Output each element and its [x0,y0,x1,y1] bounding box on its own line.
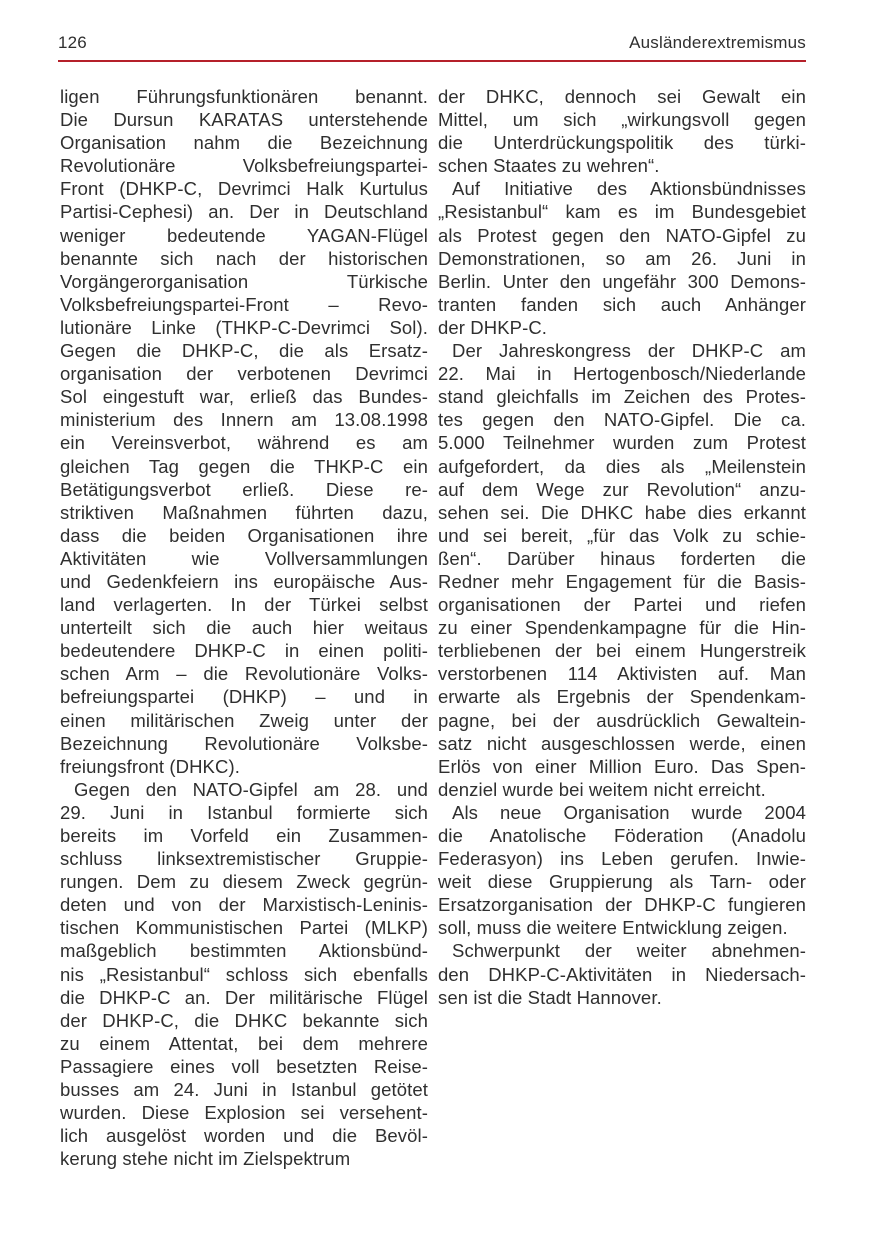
text-line: als Protest gegen den NATO-Gipfel zu [438,224,806,246]
paragraph [60,778,428,1171]
paragraph [438,939,806,1008]
text-line: ein Vereinsverbot, während es am [60,432,428,454]
text-line: den DHKP-C-Aktivitäten in Niedersach- [438,963,806,985]
text-line: rungen. Dem zu diesem Zweck gegrün- [60,871,428,893]
text-line: striktiven Maßnahmen führten dazu, [60,501,428,523]
text-line: kerung stehe nicht im Zielspektrum [60,1148,351,1170]
text-line: Gegen die DHKP-C, die als Ersatz- [60,340,428,362]
text-line: wurden. Diese Explosion sei versehent- [60,1102,428,1124]
text-line: 29. Juni in Istanbul formierte sich [60,801,428,823]
text-line: Front (DHKP-C, Devrimci Halk Kurtulus [60,178,428,200]
text-line: Schwerpunkt der weiter abnehmen- [452,940,806,962]
text-line: und Gedenkfeiern ins europäische Aus- [60,570,428,592]
text-line: ßen“. Darüber hinaus forderten die [438,547,806,569]
text-line: stand gleichfalls im Zeichen des Protes- [438,386,806,408]
text-line: terbliebenen der bei einem Hungerstreik [438,640,806,662]
text-line: maßgeblich bestimmten Aktionsbünd- [60,940,428,962]
text-line: Passagiere eines voll besetzten Reise- [60,1055,428,1077]
text-line: dass die beiden Organisationen ihre [60,524,428,546]
text-line: Bezeichnung Revolutionäre Volksbe- [60,732,428,754]
text-line: bereits im Vorfeld ein Zusammen- [60,825,428,846]
text-line: Die Dursun KARATAS unterstehende [60,109,428,131]
text-line: bedeutendere DHKP-C in einen politi- [60,640,428,662]
text-line: satz nicht ausgeschlossen werde, einen [438,732,806,754]
text-line: gleichen Tag gegen die THKP-C ein [60,455,428,477]
paragraph [438,85,806,177]
text-line: Sol eingestuft war, erließ das Bundes- [60,386,428,408]
paragraph [60,85,428,778]
text-line: Volksbefreiungspartei-Front – Revo- [60,293,428,315]
text-line: und sei bereit, „für das Volk zu schie- [438,524,806,546]
text-line: Erlös von einer Million Euro. Das Spen- [438,755,806,777]
text-line: verstorbenen 114 Aktivisten auf. Man [438,663,806,685]
paragraph [438,177,806,339]
text-line: Betätigungsverbot erließ. Diese re- [60,478,428,500]
text-line: weit diese Gruppierung als Tarn- oder [438,871,806,893]
text-line: tes gegen den NATO-Gipfel. Die ca. [438,409,806,431]
text-line: der DHKP-C, die DHKC bekannte sich [60,1009,428,1031]
text-line: die Anatolische Föderation (Anadolu [438,825,806,846]
text-line: sehen sei. Die DHKC habe dies erkannt [438,501,806,523]
header-rule [58,60,806,62]
text-line: nis „Resistanbul“ schloss sich ebenfalls [60,963,428,985]
text-line: die DHKP-C an. Der militärische Flügel [60,986,428,1008]
text-line: denziel wurde bei weitem nicht erreicht. [438,778,766,800]
text-line: freiungsfront (DHKC). [60,755,240,777]
text-line: der DHKC, dennoch sei Gewalt ein [438,86,806,107]
text-line: organisationen der Partei und riefen [438,594,806,616]
text-line: ligen Führungsfunktionären benannt. [60,86,428,107]
text-line: Demonstrationen, so am 26. Juni in [438,247,806,269]
text-line: unterteilt sich die auch hier weitaus [60,617,428,639]
text-line: auf dem Wege zur Revolution“ anzu- [438,478,806,500]
text-line: die Unterdrückungspolitik des türki- [438,132,806,154]
text-line: weniger bedeutende YAGAN-Flügel [60,224,428,246]
text-line: Aktivitäten wie Vollversammlungen [60,547,428,569]
left-column [60,85,428,1170]
text-line: Der Jahreskongress der DHKP-C am [452,340,806,362]
text-line: Auf Initiative des Aktionsbündnisses [452,178,806,200]
text-line: „Resistanbul“ kam es im Bundesgebiet [438,201,806,223]
text-line: Als neue Organisation wurde 2004 [452,801,806,823]
text-line: Berlin. Unter den ungefähr 300 Demons- [438,270,806,292]
text-columns [60,85,806,1170]
text-line: busses am 24. Juni in Istanbul getötet [60,1079,428,1101]
page-number: 126 [58,33,87,52]
text-line: Partisi-Cephesi) an. Der in Deutschland [60,201,428,223]
text-line: 5.000 Teilnehmer wurden zum Protest [438,432,806,454]
text-line: Redner mehr Engagement für die Basis- [438,570,806,592]
text-line: soll, muss die weitere Entwicklung zeigen. [438,917,788,939]
text-line: deten und von der Marxistisch-Leninis- [60,894,428,916]
text-line: der DHKP-C. [438,316,548,338]
text-line: tranten fanden sich auch Anhänger [438,293,806,315]
text-line: lich ausgelöst worden und die Bevöl- [60,1125,428,1147]
text-line: organisation der verbotenen Devrimci [60,363,428,385]
text-line: lutionäre Linke (THKP-C-Devrimci Sol). [60,316,428,338]
text-line: Vorgängerorganisation Türkische [60,270,428,292]
text-line: tischen Kommunistischen Partei (MLKP) [60,917,428,939]
text-line: Mittel, um sich „wirkungsvoll gegen [438,109,806,131]
text-line: zu einem Attentat, bei dem mehrere [60,1032,428,1054]
text-line: land verlagerten. In der Türkei selbst [60,594,428,616]
text-line: schen Arm – die Revolutionäre Volks- [60,663,428,685]
text-line: Gegen den NATO-Gipfel am 28. und [74,778,428,800]
text-line: Federasyon) ins Leben gerufen. Inwie- [438,848,806,870]
text-line: ministerium des Innern am 13.08.1998 [60,409,428,431]
text-line: 22. Mai in Hertogenbosch/Niederlande [438,363,806,385]
text-line: schen Staates zu wehren“. [438,155,660,177]
text-line: schluss linksextremistischer Gruppie- [60,848,428,870]
text-line: Revolutionäre Volksbefreiungspartei- [60,155,428,177]
text-line: Organisation nahm die Bezeichnung [60,132,428,154]
paragraph [438,801,806,940]
page-header [58,33,806,53]
paragraph [438,339,806,801]
section-title: Ausländerextremismus [629,33,806,52]
right-column [438,85,806,1170]
text-line: zu einer Spendenkampagne für die Hin- [438,617,806,639]
text-line: Ersatzorganisation der DHKP-C fungieren [438,894,806,916]
text-line: pagne, bei der ausdrücklich Gewaltein- [438,709,806,731]
text-line: erwarte als Ergebnis der Spendenkam- [438,686,806,708]
text-line: befreiungspartei (DHKP) – und in [60,686,428,708]
text-line: einen militärischen Zweig unter der [60,709,428,731]
text-line: aufgefordert, da dies als „Meilenstein [438,455,806,477]
text-line: benannte sich nach der historischen [60,247,428,269]
text-line: sen ist die Stadt Hannover. [438,986,662,1008]
